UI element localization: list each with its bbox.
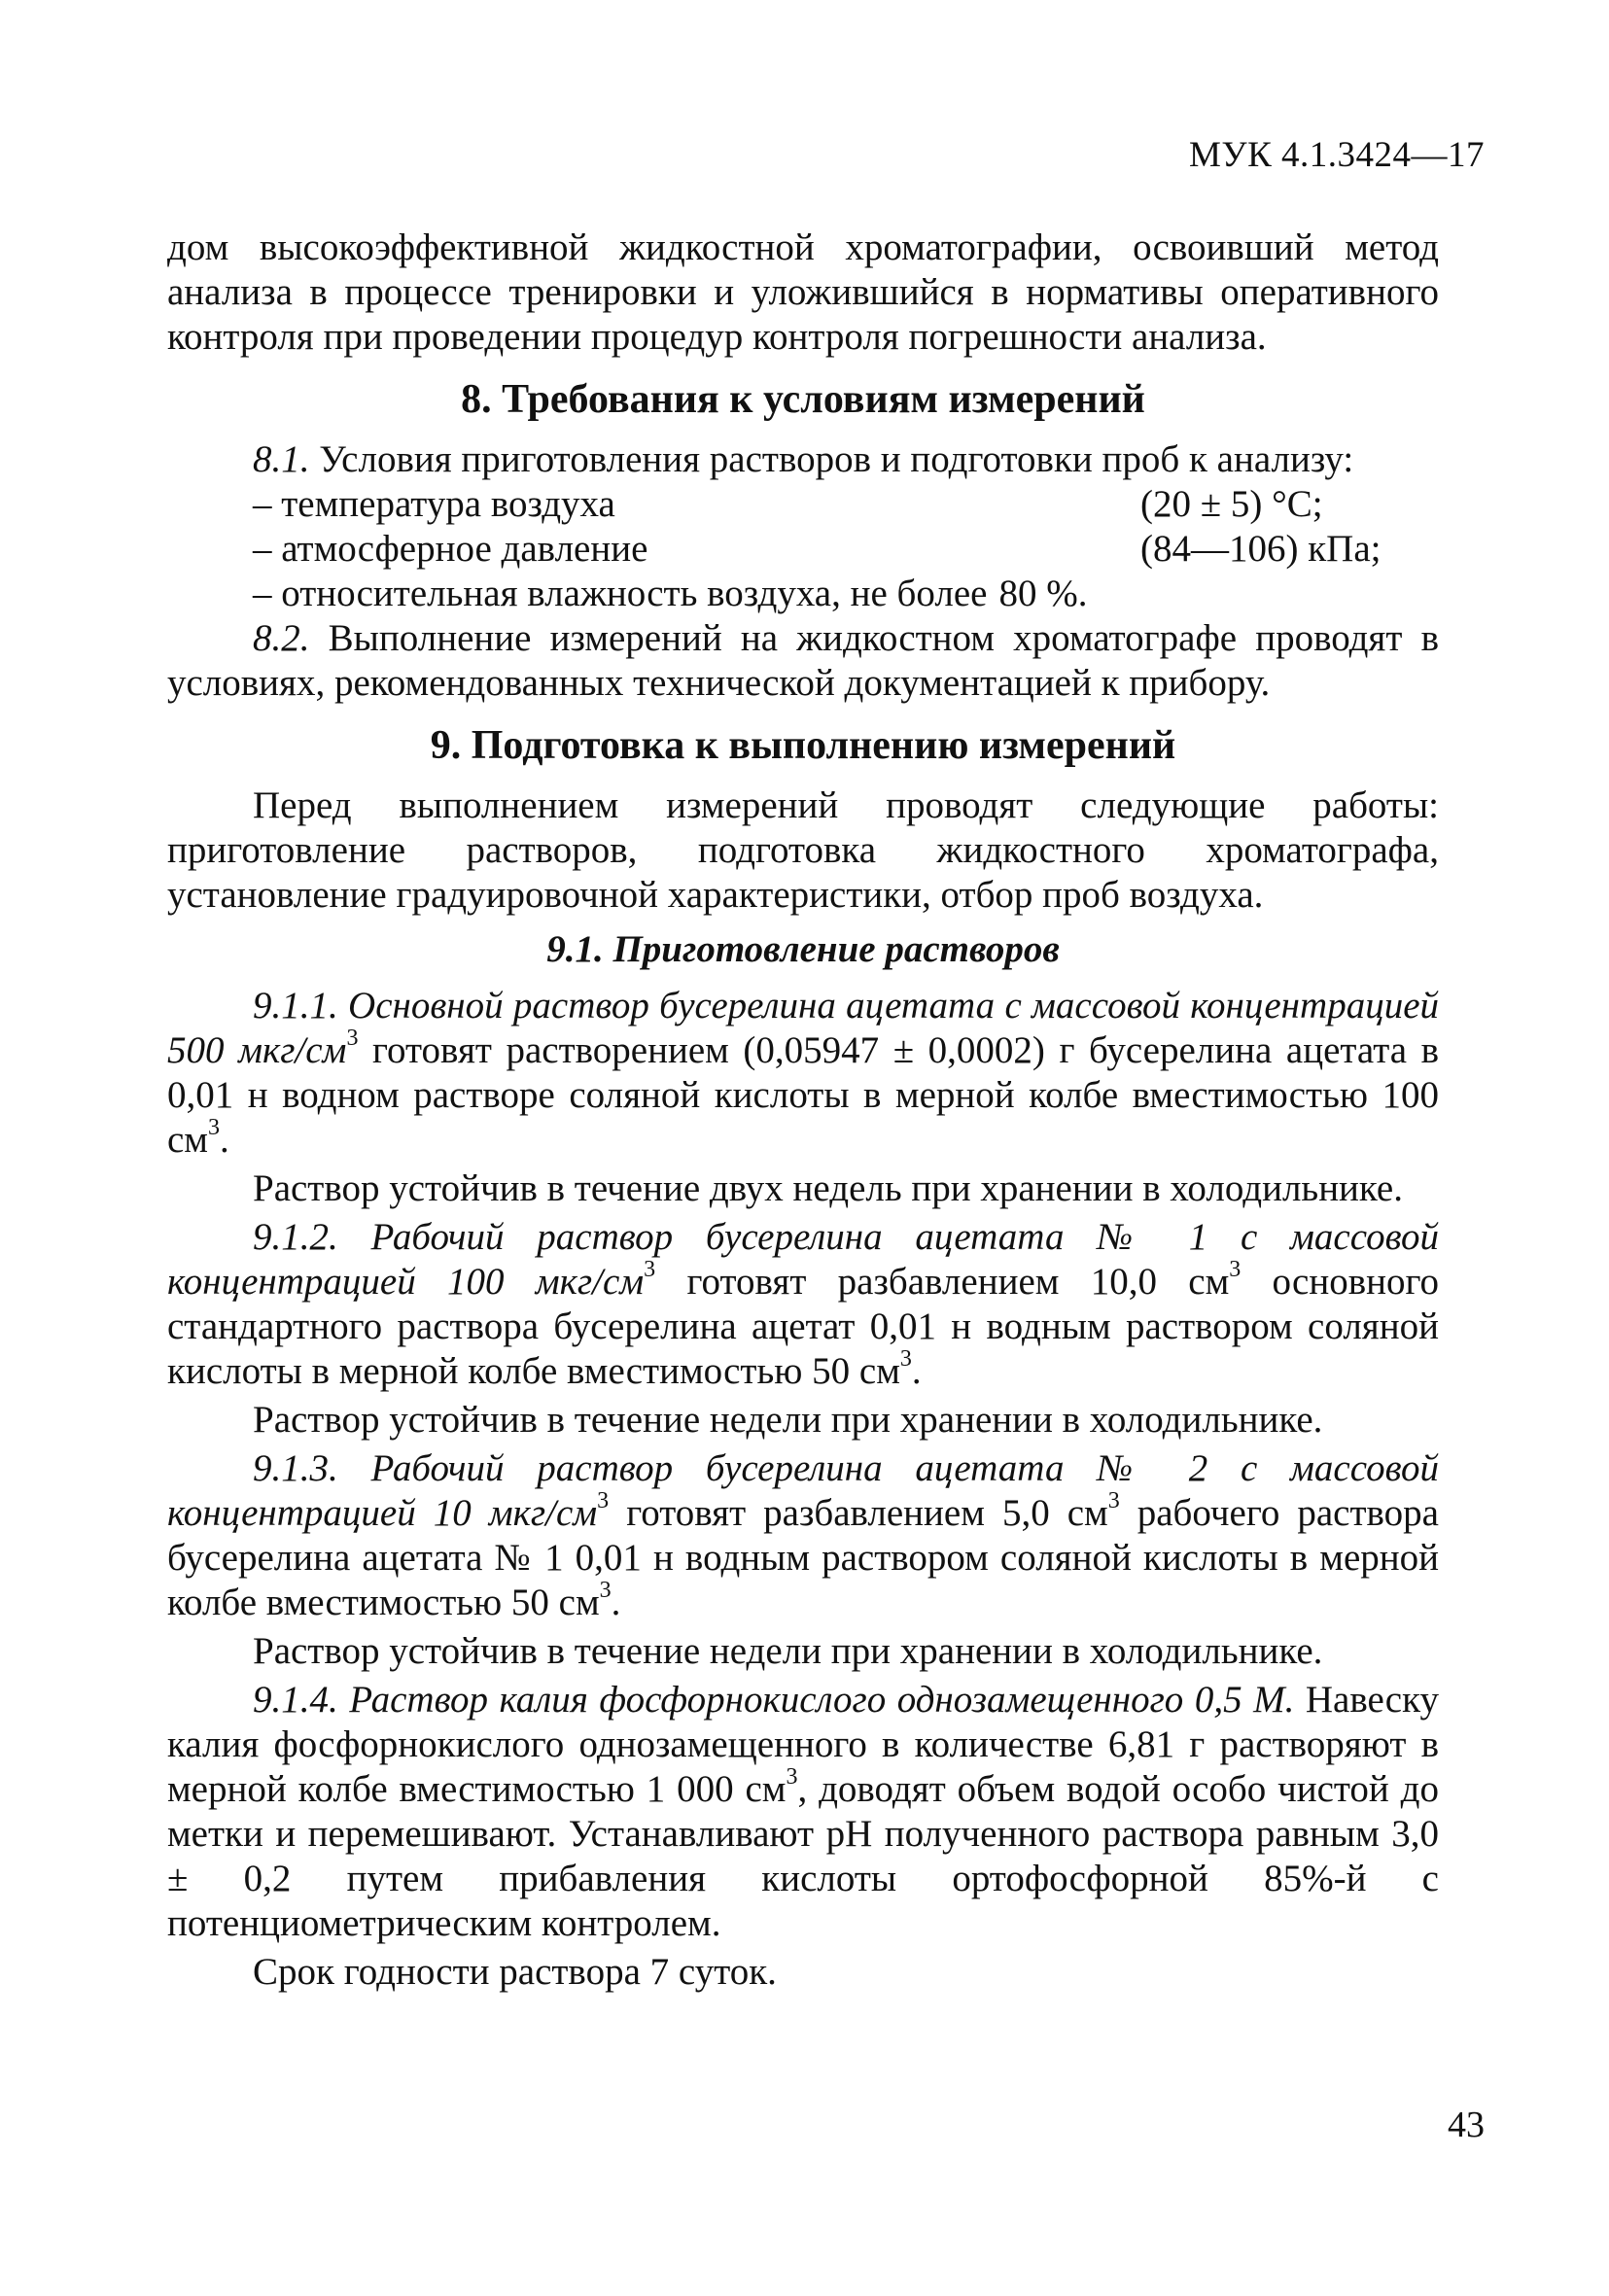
period: . xyxy=(911,1350,922,1392)
condition-value: (84—106) кПа; xyxy=(1140,528,1382,570)
superscript: 3 xyxy=(644,1257,656,1282)
condition-value: (20 ± 5) °С; xyxy=(1140,483,1323,525)
paragraph-9-1-4-note: Срок годности раствора 7 суток. xyxy=(253,1951,777,1993)
subsection-9-1-title: 9.1. Приготовление растворов xyxy=(546,928,1060,970)
paragraph-9-1-1-text: готовят растворением (0,05947 ± 0,0002) г бусерелина ацетата в 0,01 н водном растворе соляной кислоты в мерной колбе вместимостью 100 см xyxy=(167,1029,1439,1161)
paragraph-8-2 xyxy=(167,616,1439,706)
paragraph-9-1-2 xyxy=(167,1215,1439,1394)
condition-row xyxy=(253,527,1439,572)
superscript: 3 xyxy=(597,1488,610,1513)
paragraph-9-1-1-heading: 9.1.1. Основной раствор бусерелина ацетата с массовой концентрацией 500 мкг/см xyxy=(167,985,1439,1071)
section-9-title: 9. Подготовка к выполнению измерений xyxy=(430,723,1176,768)
paragraph-9-1-3-note: Раствор устойчив в течение недели при хранении в холодильнике. xyxy=(253,1630,1323,1672)
condition-label: – температура воздуха xyxy=(253,483,615,525)
period: . xyxy=(611,1582,621,1623)
superscript: 3 xyxy=(346,1026,359,1051)
superscript: 3 xyxy=(786,1764,798,1790)
paragraph-9-1-2-text-2: основного стандартного раствора бусерелина ацетат 0,01 н водным раствором соляной кислоты в мерной колбе вместимостью 50 см xyxy=(167,1261,1439,1392)
paragraph-8-2-number: 8.2. xyxy=(253,617,310,659)
superscript: 3 xyxy=(899,1346,912,1372)
paragraph-8-1-text: Условия приготовления растворов и подготовки проб к анализу: xyxy=(309,438,1354,480)
superscript: 3 xyxy=(1229,1257,1242,1282)
paragraph-9-1-2-note: Раствор устойчив в течение недели при хранении в холодильнике. xyxy=(253,1399,1323,1441)
intro-paragraph: дом высокоэффективной жидкостной хроматографии, освоивший метод анализа в процессе тренировки и уложившийся в нормативы оперативного контроля при проведении процедур контроля погрешности анализа. xyxy=(167,226,1439,358)
superscript: 3 xyxy=(599,1578,612,1603)
superscript: 3 xyxy=(1107,1488,1120,1513)
condition-label: – относительная влажность воздуха, не более xyxy=(253,573,988,614)
paragraph-9-1-4 xyxy=(167,1678,1439,1946)
document-code-header: МУК 4.1.3424—17 xyxy=(1188,135,1485,175)
page-number: 43 xyxy=(1448,2105,1485,2145)
paragraph-9-1-3-text: готовят разбавлением 5,0 см xyxy=(609,1492,1108,1534)
conditions-list xyxy=(167,482,1439,616)
paragraph-9-1-4-text-2: , доводят объем водой особо чистой до метки и перемешивают. Устанавливают рН полученного раствора равным 3,0 ± 0,2 путем прибавления кислоты ортофосфорной 85%-й с потенциометрическим контролем. xyxy=(167,1768,1439,1944)
section-9-intro: Перед выполнением измерений проводят следующие работы: приготовление растворов, подготовка жидкостного хроматографа, установление градуировочной характеристики, отбор проб воздуха. xyxy=(167,784,1439,916)
section-8-title: 8. Требования к условиям измерений xyxy=(461,377,1145,422)
condition-value: 80 %. xyxy=(998,573,1088,614)
paragraph-8-2-text: Выполнение измерений на жидкостном хроматографе проводят в условиях, рекомендованных технической документацией к прибору. xyxy=(167,617,1439,704)
paragraph-9-1-3-heading: 9.1.3. Рабочий раствор бусерелина ацетата № 2 с массовой концентрацией 10 мкг/см xyxy=(167,1447,1439,1534)
paragraph-9-1-4-text: Навеску калия фосфорнокислого однозамещенного в количестве 6,81 г растворяют в мерной колбе вместимостью 1 000 см xyxy=(167,1679,1439,1810)
paragraph-9-1-3 xyxy=(167,1446,1439,1625)
paragraph-8-1-number: 8.1. xyxy=(253,438,310,480)
paragraph-8-1 xyxy=(167,437,1439,482)
paragraph-9-1-3-text-2: рабочего раствора бусерелина ацетата № 1 0,01 н водным раствором соляной кислоты в мерной колбе вместимостью 50 см xyxy=(167,1492,1439,1623)
paragraph-9-1-1-note: Раствор устойчив в течение двух недель при хранении в холодильнике. xyxy=(253,1167,1403,1209)
condition-label: – атмосферное давление xyxy=(253,528,648,570)
condition-row xyxy=(253,482,1439,527)
period: . xyxy=(220,1119,229,1161)
condition-row xyxy=(253,572,1439,616)
paragraph-9-1-2-heading: 9.1.2. Рабочий раствор бусерелина ацетата № 1 с массовой концентрацией 100 мкг/см xyxy=(167,1216,1439,1303)
paragraph-9-1-1 xyxy=(167,984,1439,1163)
paragraph-9-1-2-text: готовят разбавлением 10,0 см xyxy=(655,1261,1230,1303)
page-body xyxy=(167,226,1439,1995)
superscript: 3 xyxy=(208,1115,220,1140)
paragraph-9-1-4-heading: 9.1.4. Раствор калия фосфорнокислого однозамещенного 0,5 М. xyxy=(253,1679,1295,1721)
